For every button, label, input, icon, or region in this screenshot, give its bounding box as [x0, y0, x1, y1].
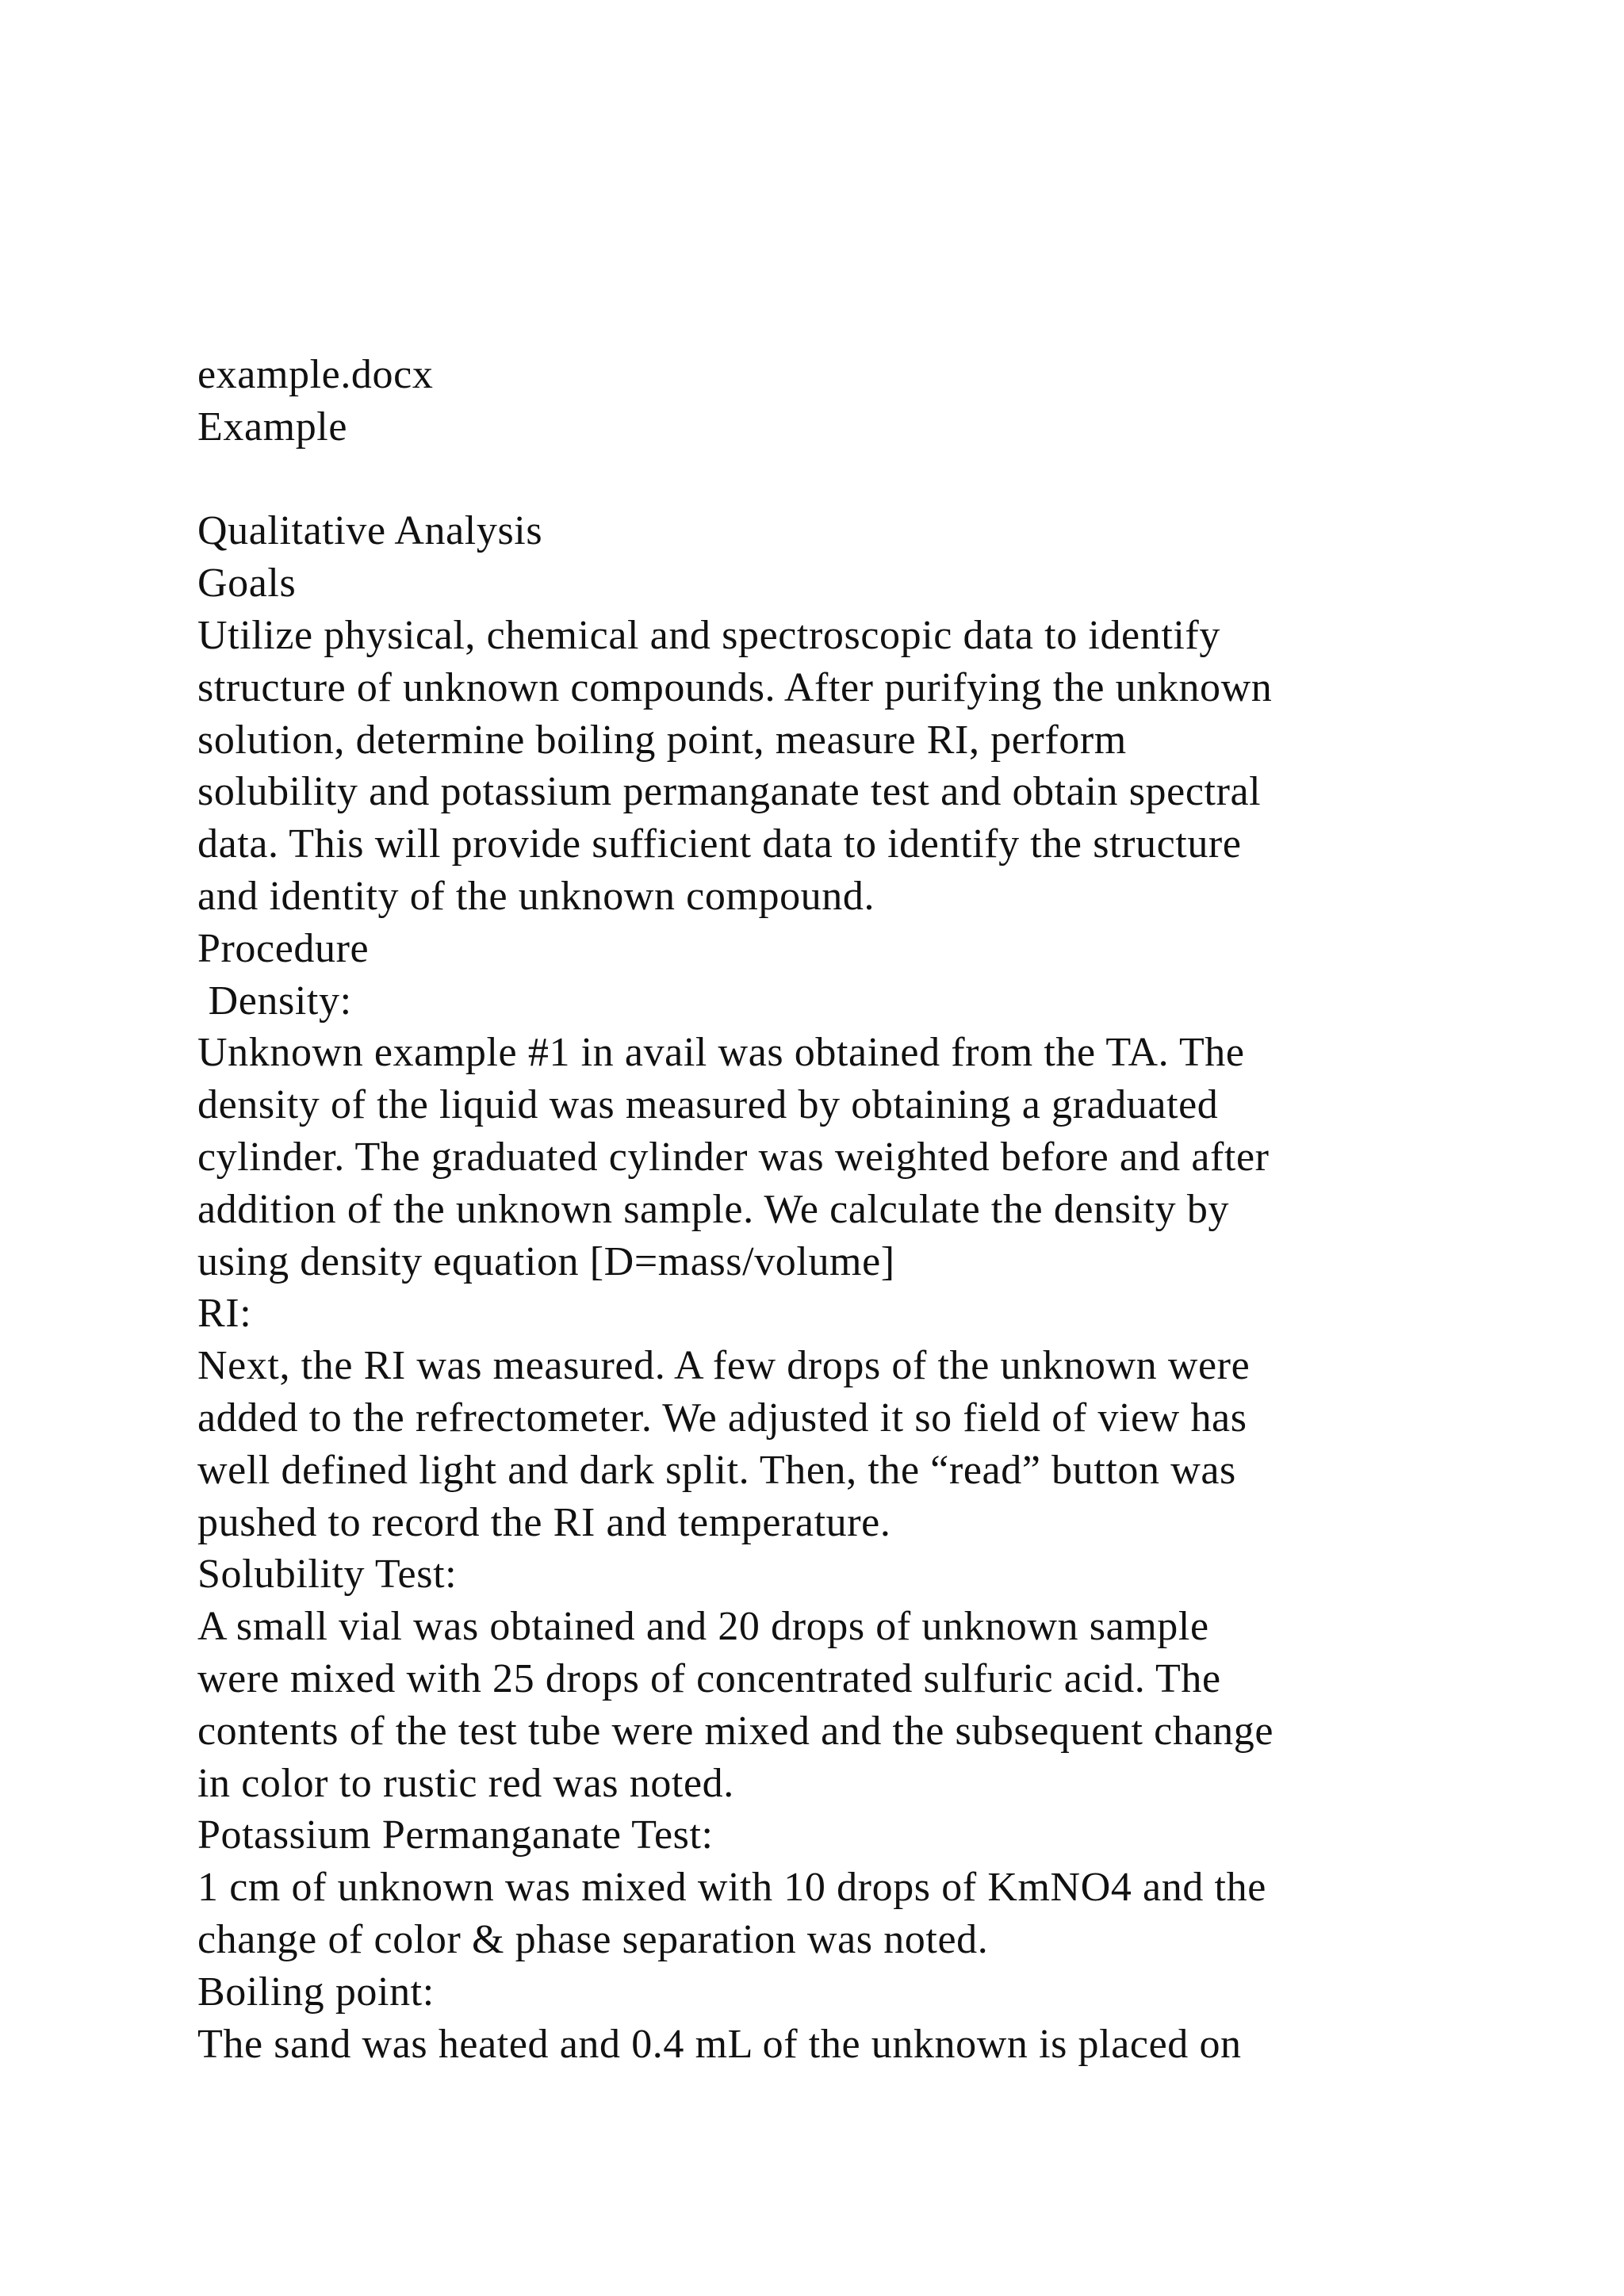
- boiling-point-heading: Boiling point:: [197, 1969, 435, 2015]
- paragraph-line: addition of the unknown sample. We calculate the density by: [197, 1186, 1230, 1232]
- density-heading: Density:: [197, 978, 352, 1024]
- paragraph-line: were mixed with 25 drops of concentrated sulfuric acid. The: [197, 1655, 1221, 1701]
- paragraph-line: in color to rustic red was noted.: [197, 1760, 734, 1806]
- goals-heading: Goals: [197, 561, 297, 607]
- paragraph-line: A small vial was obtained and 20 drops of unknown sample: [197, 1604, 1209, 1650]
- paragraph-line: contents of the test tube were mixed and the subsequent change: [197, 1708, 1274, 1754]
- paragraph-line: and identity of the unknown compound.: [197, 873, 875, 919]
- paragraph-line: change of color & phase separation was noted.: [197, 1916, 989, 1962]
- paragraph-line: solubility and potassium permanganate test and obtain spectral: [197, 769, 1262, 815]
- paragraph-line: using density equation [D=mass/volume]: [197, 1238, 895, 1284]
- paragraph-line: pushed to record the RI and temperature.: [197, 1499, 891, 1545]
- section-heading: Qualitative Analysis: [197, 508, 543, 554]
- solubility-heading: Solubility Test:: [197, 1552, 458, 1598]
- procedure-heading: Procedure: [197, 925, 370, 971]
- paragraph-line: density of the liquid was measured by obtaining a graduated: [197, 1082, 1219, 1128]
- document-body: [197, 349, 1545, 2070]
- paragraph-line: well defined light and dark split. Then, the “read” button was: [197, 1447, 1236, 1493]
- paragraph-line: data. This will provide sufficient data to identify the structure: [197, 821, 1242, 867]
- paragraph-line: solution, determine boiling point, measure RI, perform: [197, 717, 1127, 763]
- paragraph-line: Next, the RI was measured. A few drops of the unknown were: [197, 1343, 1251, 1389]
- paragraph-line: structure of unknown compounds. After purifying the unknown: [197, 664, 1273, 710]
- document-title: Example: [197, 404, 348, 450]
- paragraph-line: Utilize physical, chemical and spectroscopic data to identify: [197, 612, 1220, 658]
- document-filename: example.docx: [197, 352, 434, 397]
- paragraph-line: cylinder. The graduated cylinder was weighted before and after: [197, 1134, 1270, 1180]
- blank-line: [197, 453, 1545, 506]
- paragraph-line: 1 cm of unknown was mixed with 10 drops of KmNO4 and the: [197, 1865, 1266, 1911]
- ri-heading: RI:: [197, 1291, 252, 1337]
- permanganate-heading: Potassium Permanganate Test:: [197, 1812, 714, 1858]
- paragraph-line: Unknown example #1 in avail was obtained from the TA. The: [197, 1030, 1245, 1076]
- paragraph-line: added to the refrectometer. We adjusted it so field of view has: [197, 1395, 1247, 1441]
- paragraph-line: The sand was heated and 0.4 mL of the unknown is placed on: [197, 2021, 1242, 2067]
